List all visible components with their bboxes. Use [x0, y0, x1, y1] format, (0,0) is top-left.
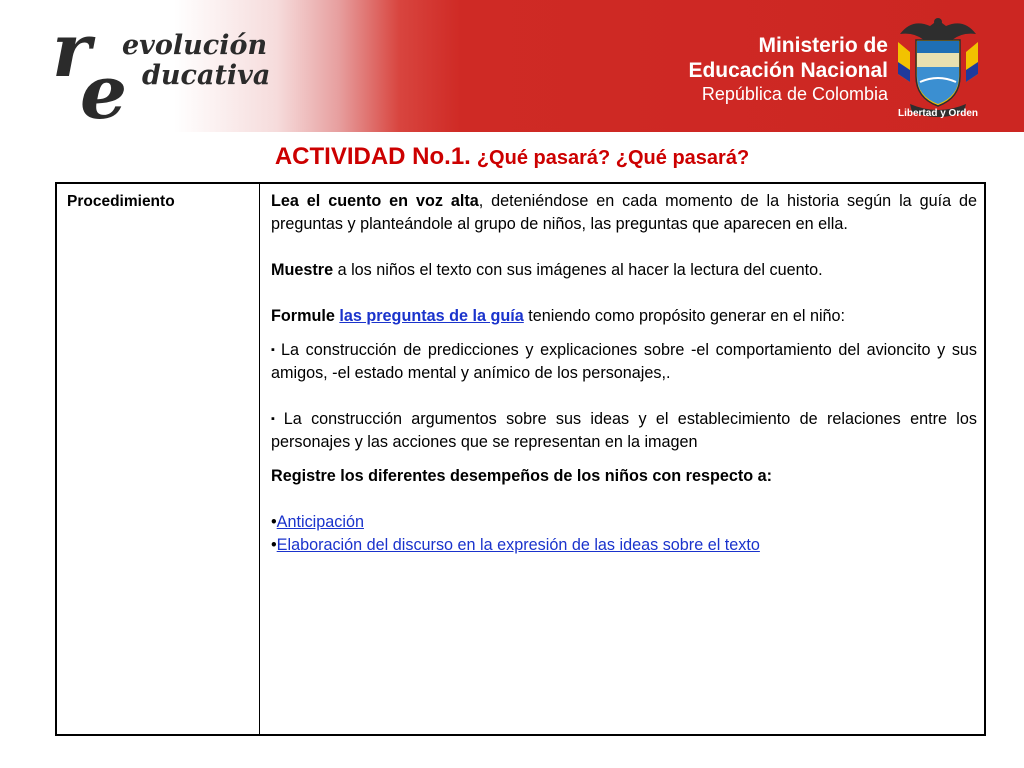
elaboracion-link[interactable]: Elaboración del discurso en la expresión de las ideas sobre el texto	[276, 536, 760, 554]
seal-motto: Libertad y Orden	[897, 108, 978, 119]
formulate-bold: Formule	[271, 307, 335, 325]
square-bullet-icon: ▪	[271, 344, 278, 356]
ministry-line-2: Educación Nacional	[688, 58, 888, 82]
paragraph-show-images	[271, 259, 977, 282]
ministry-line-3: República de Colombia	[701, 83, 888, 104]
activity-title-sub: ¿Qué pasará? ¿Qué pasará?	[476, 147, 750, 169]
dot-bullet-icon: •	[271, 536, 277, 554]
header-banner	[0, 0, 1024, 136]
revolucion-educativa-logo	[52, 8, 271, 136]
show-text: a los niños el texto con sus imágenes al hacer la lectura del cuento.	[333, 261, 823, 279]
bullet-predictions	[271, 339, 977, 385]
read-aloud-text: , deteniéndose en cada momento de la historia según la guía de preguntas y planteándole al grupo de niños, las preguntas que aparecen en ella.	[271, 192, 977, 233]
logo-word-evolucion: evolución	[122, 30, 268, 61]
read-aloud-bold: Lea el cuento en voz alta	[271, 192, 479, 210]
square-bullet-icon: ▪	[271, 413, 280, 425]
row-label-procedimiento: Procedimiento	[67, 193, 175, 210]
ministry-name	[688, 34, 888, 105]
paragraph-register	[271, 465, 977, 488]
logo-letter-e: e	[80, 50, 128, 136]
formulate-text: teniendo como propósito generar en el niño:	[523, 307, 846, 325]
link-item-elaboracion	[271, 534, 977, 557]
anticipacion-link[interactable]: Anticipación	[276, 513, 364, 531]
link-item-anticipacion	[271, 511, 977, 534]
paragraph-read-aloud	[271, 190, 977, 236]
bullet-arguments	[271, 408, 977, 454]
procedure-table	[55, 182, 986, 736]
logo-word-ducativa: ducativa	[142, 60, 271, 91]
paragraph-formulate	[271, 305, 977, 328]
ministry-line-1: Ministerio de	[758, 34, 888, 57]
dot-bullet-icon: •	[271, 513, 277, 531]
show-bold: Muestre	[271, 261, 334, 279]
column-divider	[259, 184, 260, 734]
guide-questions-link[interactable]: las preguntas de la guía	[339, 307, 524, 325]
activity-title-main: ACTIVIDAD No.1.	[274, 143, 471, 170]
activity-title	[0, 145, 1024, 169]
procedure-content	[271, 190, 977, 557]
bullet-predictions-text: La construcción de predicciones y explicaciones sobre -el comportamiento del avioncito y sus amigos, -el estado mental y anímico de los personajes,.	[271, 341, 978, 382]
bullet-arguments-text: La construcción argumentos sobre sus ideas y el establecimiento de relaciones entre los personajes y las acciones que se representan en la imagen	[271, 410, 977, 451]
register-bold: Registre los diferentes desempeños de los niños con respecto a:	[271, 467, 773, 485]
logo-letter-r: r	[52, 8, 91, 94]
